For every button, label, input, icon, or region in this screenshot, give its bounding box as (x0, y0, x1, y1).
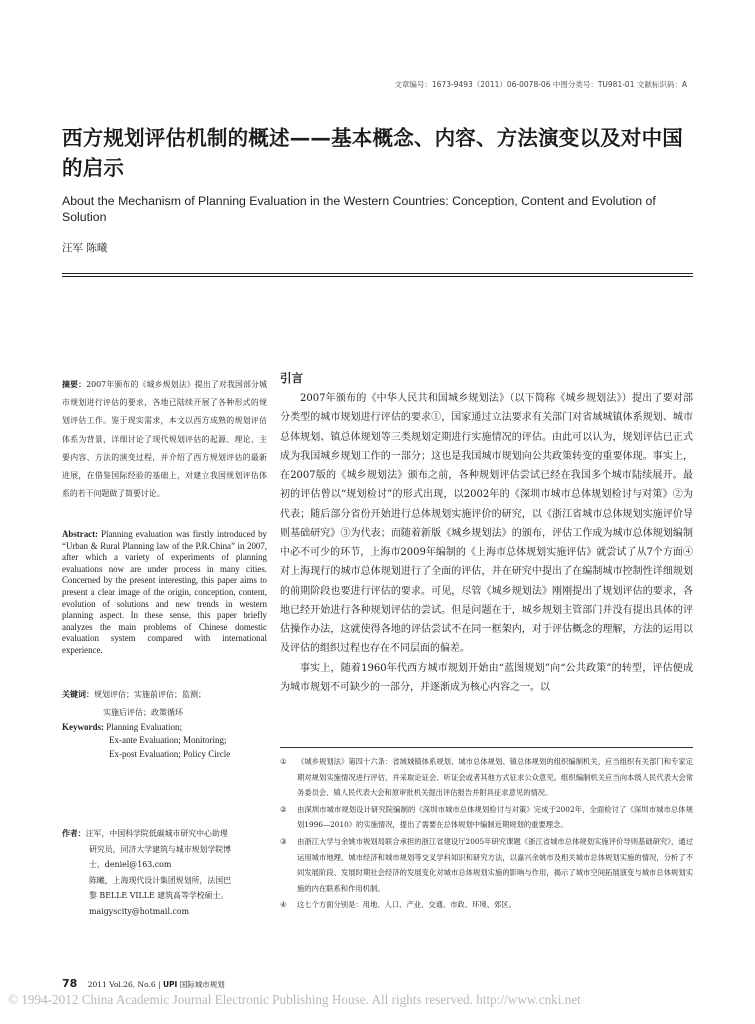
authors: 汪军 陈曦 (62, 242, 108, 254)
footnote (280, 802, 693, 833)
footnote-number: ④ (280, 900, 287, 910)
page-number: 78 (62, 977, 78, 990)
footnote-text: 这七个方面分别是：用地、人口、产业、交通、市政、环境、郊区。 (297, 900, 516, 910)
author-info-line6: maigyscity@hotmail.com (89, 906, 190, 916)
keywords-cn (62, 686, 267, 721)
footnote-divider (280, 747, 693, 748)
journal-logo: UPI (162, 980, 178, 989)
footnote (280, 754, 693, 801)
keywords-cn-label: 关键词： (62, 690, 94, 699)
footnote-number: ③ (280, 836, 287, 846)
author-info-line3: 士，deniel@163.com (89, 860, 172, 869)
footnote-number: ② (280, 804, 287, 814)
footnotes (280, 754, 693, 914)
abstract-cn-text: 2007年颁布的《城乡规划法》提出了对我国部分城市规划进行评估的要求，各地已陆续开展了各种形式的规划评估工作。鉴于现实需求，本文以西方成熟的规划评估体系为背景，详细讨论了现代规划评估的起源、理论、主要内容、方法的演变过程，并介绍了西方规划评估的最新进展，在借鉴国际经验的基础上，对建立我国规划评估体系的若干问题做了简要讨论。 (62, 380, 267, 499)
footnote-text: 由深圳市城市规划设计研究院编制的《深圳市城市总体规划检讨与对策》完成于2002年，全面检讨了《深圳市城市总体规划1996—2010》的实施情况，提出了需要在总体规划中编制近期规划的重要理念。 (297, 804, 693, 830)
page-title: 西方规划评估机制的概述——基本概念、内容、方法演变以及对中国的启示 (62, 126, 683, 180)
header-divider-bottom (62, 276, 693, 277)
author-info-line4: 陈曦，上海现代设计集团规划所，法国巴 (89, 875, 232, 885)
body-paragraph: 2007年颁布的《中华人民共和国城乡规划法》（以下简称《城乡规划法》）提出了要对部分类型的城市规划进行评估的要求①，国家通过立法要求有关部门对省域城镇体系规划、城市总体规划、镇总体规划等三类规划定期进行实施情况的评估。由此可以认为，规划评估已正式成为我国城乡规划工作的一部分；这也是我国城市规划向公共政策转变的重要体现。事实上，在2007版的《城乡规划法》颁布之前，各种规划评估尝试已经在我国多个城市陆续展开。最初的评估曾以“规划检讨”的形式出现，以2002年的《深圳市城市总体规划检讨与对策》②为代表；随后部分省份开始进行总体规划实施评价的研究，以《浙江省城市总体规划实施评价导则基础研究》③为代表；而随着新版《城乡规划法》的颁布，评估工作成为城市总体规划编制中必不可少的环节，上海市2009年编制的《上海市总体规划实施评估》就尝试了从7个方面④对上海现行的城市总体规划进行了全面的评估，并在研究中提出了在编制城市控制性详细规划的前期阶段也要进行评估的要求。可见，尽管《城乡规划法》刚刚提出了规划评估的要求，各地已经开始进行各种规划评估的尝试。但是问题在于，城乡规划主管部门并没有提出具体的评估操作办法，这就使得各地的评估尝试不在同一框架内，对于评估概念的理解，方法的运用以及评估的组织过程也存在不同层面的偏差。 (280, 393, 693, 655)
journal-name: 国际城市规划 (179, 980, 225, 989)
abstract-cn-label: 摘要： (62, 380, 87, 389)
footnote-number: ① (280, 757, 287, 766)
keywords-en-line1: Planning Evaluation; (106, 722, 182, 732)
author-info (62, 826, 267, 919)
keywords-en (62, 721, 272, 761)
article-meta-line: 文章编号：1673-9493（2011）06-0078-06 中图分类号：TU981-01 文献标识码：A (394, 80, 687, 89)
section-heading: 引言 (280, 371, 303, 385)
cnki-watermark: © 1994-2012 China Academic Journal Electronic Publishing House. All rights reserved. http://www.cnki.net (8, 992, 581, 1007)
journal-issue: 2011 Vol.26, No.6 (87, 980, 156, 989)
page-footer: 78 2011 Vol.26, No.6 | UPI 国际城市规划 (62, 977, 225, 990)
author-info-label: 作者： (62, 829, 86, 838)
english-title: About the Mechanism of Planning Evaluation in the Western Countries: Conception, Content and Evolution of Solution (62, 194, 656, 224)
author-info-line1: 汪军，中国科学院低碳城市研究中心助理 (85, 829, 228, 838)
keywords-cn-line1: 规划评估；实施前评估；监测； (94, 690, 206, 699)
footnote (280, 897, 693, 913)
body-text (280, 389, 693, 697)
keywords-en-line2: Ex-ante Evaluation; Monitoring; (109, 735, 227, 746)
author-info-line2: 研究员，同济大学建筑与城市规划学院博 (89, 844, 232, 854)
footnote (280, 834, 693, 896)
footnote-text: 由浙江大学与余姚市规划局联合承担的浙江省建设厅2005年研究课题《浙江省城市总体规划实施评价导则基础研究》，通过运用城市地理、城市经济和城市规划等交叉学科知识和研究方法，以嘉兴余姚市及相关城市总体规划实施的情况，分析了不同发展阶段、发展时期社会经济的发展变化对城市总体规划实施的影响与作用，揭示了城市空间拓展演变与城市总体规划实施的内在联系和作用机制。 (297, 836, 693, 893)
keywords-cn-line2: 实施后评估；政策循环 (103, 707, 183, 717)
footnote-text: 《城乡规划法》第四十六条：省域城镇体系规划、城市总体规划、镇总体规划的组织编制机关，应当组织有关部门和专家定期对规划实施情况进行评估，并采取论证会、听证会或者其他方式征求公众意见。组织编制机关应当向本级人民代表大会常务委员会、镇人民代表大会和原审批机关提出评估报告并附具征求意见的情况。 (297, 757, 693, 798)
keywords-en-line3: Ex-post Evaluation; Policy Circle (109, 748, 231, 759)
body-paragraph: 事实上，随着1960年代西方城市规划开始由“蓝图规划”向“公共政策”的转型，评估便成为城市规划不可缺少的一部分，并逐渐成为核心内容之一。以 (280, 662, 693, 693)
abstract-en-text: Planning evaluation was firstly introduced by “Urban & Rural Planning law of the P.R.China” in 2007, after which a variety of experiments of planning evaluations now are under process in many cities. Concerned by the present interesting, this paper aims to present a clear image of the origin, conception, content, evolution of solutions and new trends in western planning aspect. In these sense, this paper briefly analyzes the main problems of Chinese domestic evaluation system compared with international experience. (62, 529, 267, 655)
abstract-en (62, 529, 267, 657)
abstract-cn (62, 376, 267, 503)
author-info-line5: 黎 BELLE VILLE 建筑高等学校硕士。 (89, 891, 229, 900)
header-divider-top (62, 273, 693, 274)
abstract-en-label: Abstract: (62, 529, 98, 539)
keywords-en-label: Keywords: (62, 722, 104, 732)
